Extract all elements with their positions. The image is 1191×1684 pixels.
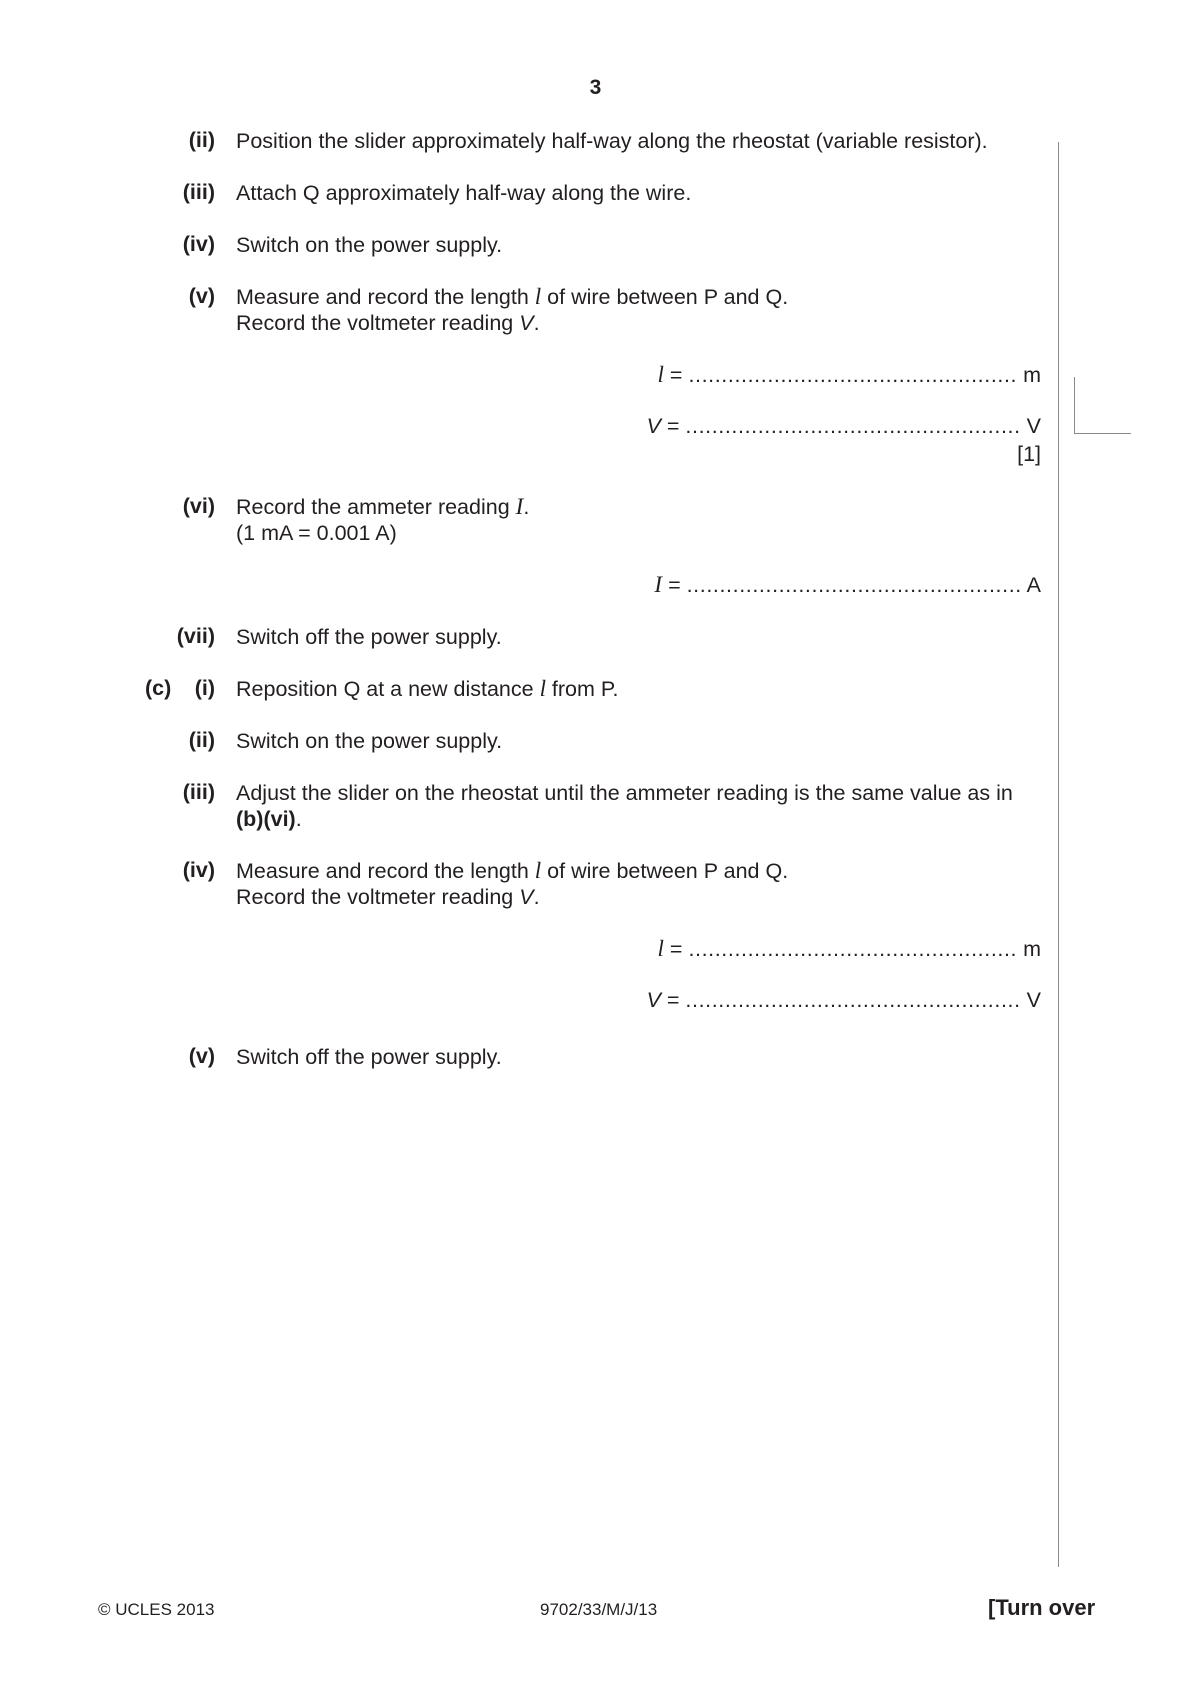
step-text: Attach Q approximately half-way along the wire. (236, 181, 692, 205)
step-line (236, 494, 1044, 520)
answer-var: V (646, 988, 661, 1012)
answer-unit: A (1021, 573, 1041, 597)
answer-eq: = (660, 988, 686, 1012)
text-run: . (295, 807, 302, 831)
answer-line-current[interactable] (654, 572, 1041, 598)
answer-dots: .................................................. (688, 363, 1018, 387)
step-number: (iii) (182, 780, 215, 804)
answer-unit: V (1020, 414, 1041, 438)
text-run: of wire between P and Q. (541, 859, 789, 883)
marks-allocation: [1] (1017, 442, 1041, 466)
answer-unit: V (1020, 988, 1041, 1012)
answer-var: l (657, 362, 664, 387)
answer-eq: = (660, 414, 686, 438)
text-run: Reposition Q at a new distance (236, 677, 540, 701)
step-text: Position the slider approximately half-way along the rheostat (variable resistor). (236, 129, 988, 153)
step-text (236, 676, 1044, 702)
answer-eq: = (663, 363, 689, 387)
step-line: (1 mA = 0.001 A) (236, 521, 397, 545)
answer-dots: ................................................... (685, 414, 1021, 438)
variable-v: V (519, 311, 534, 335)
variable-l: l (534, 858, 542, 883)
answer-dots: ................................................... (685, 988, 1021, 1012)
variable-i: I (515, 494, 524, 519)
turn-over-label: [Turn over (988, 1595, 1096, 1620)
text-run: from P. (545, 677, 619, 701)
answer-dots: .................................................. (688, 937, 1018, 961)
step-number: (i) (194, 676, 215, 700)
answer-var: I (654, 572, 663, 597)
cross-reference: (b)(vi) (236, 807, 296, 831)
answer-var: V (646, 414, 661, 438)
page-number: 3 (589, 76, 602, 99)
step-number: (ii) (188, 128, 215, 152)
variable-l: l (539, 676, 546, 701)
step-number: (iii) (182, 180, 215, 204)
step-line (236, 806, 1046, 832)
answer-unit: m (1017, 937, 1041, 961)
text-run: Record the voltmeter reading (236, 885, 520, 909)
step-text (236, 284, 1044, 336)
step-number: (vii) (176, 624, 215, 648)
answer-dots: ................................................... (686, 573, 1022, 597)
step-line: Adjust the slider on the rheostat until the ammeter reading is the same value as in (236, 781, 1013, 805)
step-line (236, 884, 1044, 910)
text-run: Measure and record the length (236, 285, 535, 309)
margin-line (1058, 142, 1059, 1567)
copyright-notice: © UCLES 2013 (98, 1600, 215, 1619)
step-number: (vi) (182, 494, 215, 518)
step-text: Switch off the power supply. (236, 625, 502, 649)
answer-var: l (657, 936, 664, 961)
step-line (236, 284, 1044, 310)
step-number: (ii) (188, 728, 215, 752)
step-number: (v) (188, 284, 215, 308)
answer-unit: m (1017, 363, 1041, 387)
step-text (236, 858, 1044, 910)
answer-eq: = (662, 573, 687, 597)
variable-l: l (534, 284, 542, 309)
answer-eq: = (663, 937, 689, 961)
text-run: . (523, 495, 530, 519)
step-text (236, 494, 1044, 546)
step-text: Switch on the power supply. (236, 729, 503, 753)
answer-line-voltage[interactable] (647, 988, 1041, 1013)
part-label: (c) (145, 676, 172, 700)
step-text: Switch off the power supply. (236, 1045, 502, 1069)
text-run: Measure and record the length (236, 859, 535, 883)
step-number: (iv) (182, 232, 215, 256)
answer-line-voltage[interactable] (647, 414, 1041, 439)
paper-code: 9702/33/M/J/13 (540, 1600, 658, 1619)
answer-line-length[interactable] (658, 362, 1041, 388)
text-run: Record the ammeter reading (236, 495, 516, 519)
text-run: . (533, 311, 540, 335)
answer-line-length[interactable] (658, 936, 1041, 962)
text-run: Record the voltmeter reading (236, 311, 520, 335)
step-number: (iv) (182, 858, 215, 882)
step-text: Switch on the power supply. (236, 233, 503, 257)
step-line (236, 858, 1044, 884)
text-run: of wire between P and Q. (541, 285, 789, 309)
text-run: . (533, 885, 540, 909)
step-text (236, 780, 1046, 832)
examiner-mark-box (1074, 377, 1131, 434)
step-line (236, 310, 1044, 336)
variable-v: V (519, 885, 534, 909)
step-number: (v) (188, 1044, 215, 1068)
